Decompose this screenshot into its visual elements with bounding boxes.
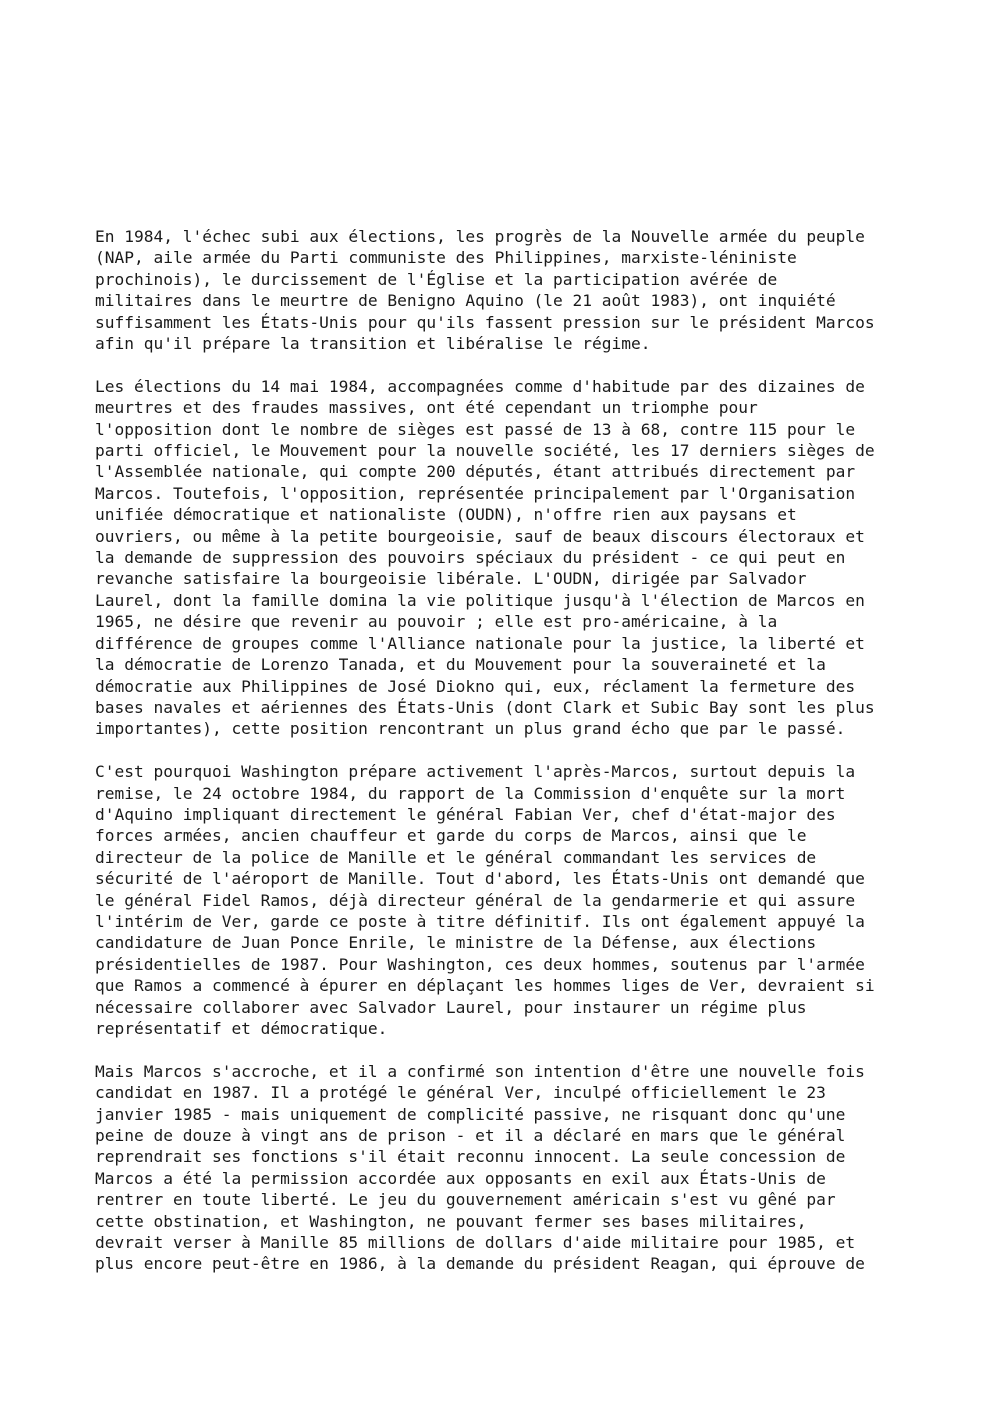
text-line: reprendrait ses fonctions s'il était reconnu innocent. La seule concession de (95, 1147, 846, 1167)
document-body (95, 226, 935, 1296)
text-line: la démocratie de Lorenzo Tanada, et du Mouvement pour la souveraineté et la (95, 655, 826, 675)
text-line: meurtres et des fraudes massives, ont été cependant un triomphe pour (95, 398, 758, 418)
text-line: rentrer en toute liberté. Le jeu du gouvernement américain s'est vu gêné par (95, 1190, 836, 1210)
text-line: unifiée démocratique et nationaliste (OUDN), n'offre rien aux paysans et (95, 505, 797, 525)
text-line: représentatif et démocratique. (95, 1019, 388, 1038)
text-line: militaires dans le meurtre de Benigno Aquino (le 21 août 1983), ont inquiété (95, 291, 836, 311)
text-line: devrait verser à Manille 85 millions de dollars d'aide militaire pour 1985, et (95, 1233, 856, 1253)
text-line: nécessaire collaborer avec Salvador Laurel, pour instaurer un régime plus (95, 997, 807, 1017)
paragraph-1 (95, 226, 935, 354)
paragraph-3 (95, 761, 935, 1039)
text-line: importantes), cette position rencontrant un plus grand écho que par le passé. (95, 719, 846, 739)
text-line: l'opposition dont le nombre de sièges est passé de 13 à 68, contre 115 pour le (95, 419, 856, 439)
text-line: En 1984, l'échec subi aux élections, les progrès de la Nouvelle armée du peuple (95, 227, 865, 246)
text-line: prochinois), le durcissement de l'Église et la participation avérée de (95, 269, 778, 289)
text-line: forces armées, ancien chauffeur et garde du corps de Marcos, ainsi que le (95, 826, 807, 846)
text-line: Marcos. Toutefois, l'opposition, représentée principalement par l'Organisation (95, 483, 856, 503)
text-line: candidature de Juan Ponce Enrile, le ministre de la Défense, aux élections (95, 933, 817, 953)
text-line: plus encore peut-être en 1986, à la demande du président Reagan, qui éprouve de (95, 1254, 865, 1274)
text-line: présidentielles de 1987. Pour Washington, ces deux hommes, soutenus par l'armée (95, 954, 865, 974)
text-line: parti officiel, le Mouvement pour la nouvelle société, les 17 derniers sièges de (95, 441, 875, 461)
text-line: que Ramos a commencé à épurer en déplaçant les hommes liges de Ver, devraient si (95, 976, 875, 996)
text-line: directeur de la police de Manille et le général commandant les services de (95, 847, 817, 867)
text-line: ouvriers, ou même à la petite bourgeoisie, sauf de beaux discours électoraux et (95, 526, 865, 546)
text-line: d'Aquino impliquant directement le général Fabian Ver, chef d'état-major des (95, 804, 836, 824)
text-line: janvier 1985 - mais uniquement de complicité passive, ne risquant donc qu'une (95, 1104, 846, 1124)
text-line: cette obstination, et Washington, ne pouvant fermer ses bases militaires, (95, 1211, 807, 1231)
text-line: (NAP, aile armée du Parti communiste des Philippines, marxiste-léniniste (95, 248, 797, 268)
text-line: remise, le 24 octobre 1984, du rapport de la Commission d'enquête sur la mort (95, 783, 846, 803)
text-line: peine de douze à vingt ans de prison - et il a déclaré en mars que le général (95, 1126, 846, 1146)
text-line: l'Assemblée nationale, qui compte 200 députés, étant attribués directement par (95, 462, 856, 482)
text-line: le général Fidel Ramos, déjà directeur général de la gendarmerie et qui assure (95, 890, 856, 910)
text-line: l'intérim de Ver, garde ce poste à titre définitif. Ils ont également appuyé la (95, 911, 865, 931)
text-line: suffisamment les États-Unis pour qu'ils fassent pression sur le président Marcos (95, 312, 875, 332)
text-line: Marcos a été la permission accordée aux opposants en exil aux États-Unis de (95, 1168, 826, 1188)
text-line: sécurité de l'aéroport de Manille. Tout d'abord, les États-Unis ont demandé que (95, 869, 865, 889)
paragraph-4 (95, 1061, 935, 1275)
text-line: C'est pourquoi Washington prépare activement l'après-Marcos, surtout depuis la (95, 762, 856, 782)
text-line: candidat en 1987. Il a protégé le général Ver, inculpé officiellement le 23 (95, 1083, 826, 1103)
text-line: 1965, ne désire que revenir au pouvoir ; elle est pro-américaine, à la (95, 612, 778, 632)
text-line: Laurel, dont la famille domina la vie politique jusqu'à l'élection de Marcos en (95, 590, 865, 610)
text-line: la demande de suppression des pouvoirs spéciaux du président - ce qui peut en (95, 548, 846, 568)
text-line: bases navales et aériennes des États-Unis (dont Clark et Subic Bay sont les plus (95, 697, 875, 717)
text-line: démocratie aux Philippines de José Diokno qui, eux, réclament la fermeture des (95, 676, 856, 696)
paragraph-2 (95, 376, 935, 740)
text-line: différence de groupes comme l'Alliance nationale pour la justice, la liberté et (95, 633, 865, 653)
text-line: afin qu'il prépare la transition et libéralise le régime. (95, 334, 651, 354)
text-line: revanche satisfaire la bourgeoisie libérale. L'OUDN, dirigée par Salvador (95, 569, 807, 589)
text-line: Mais Marcos s'accroche, et il a confirmé son intention d'être une nouvelle fois (95, 1061, 865, 1081)
text-line: Les élections du 14 mai 1984, accompagnées comme d'habitude par des dizaines de (95, 376, 865, 396)
